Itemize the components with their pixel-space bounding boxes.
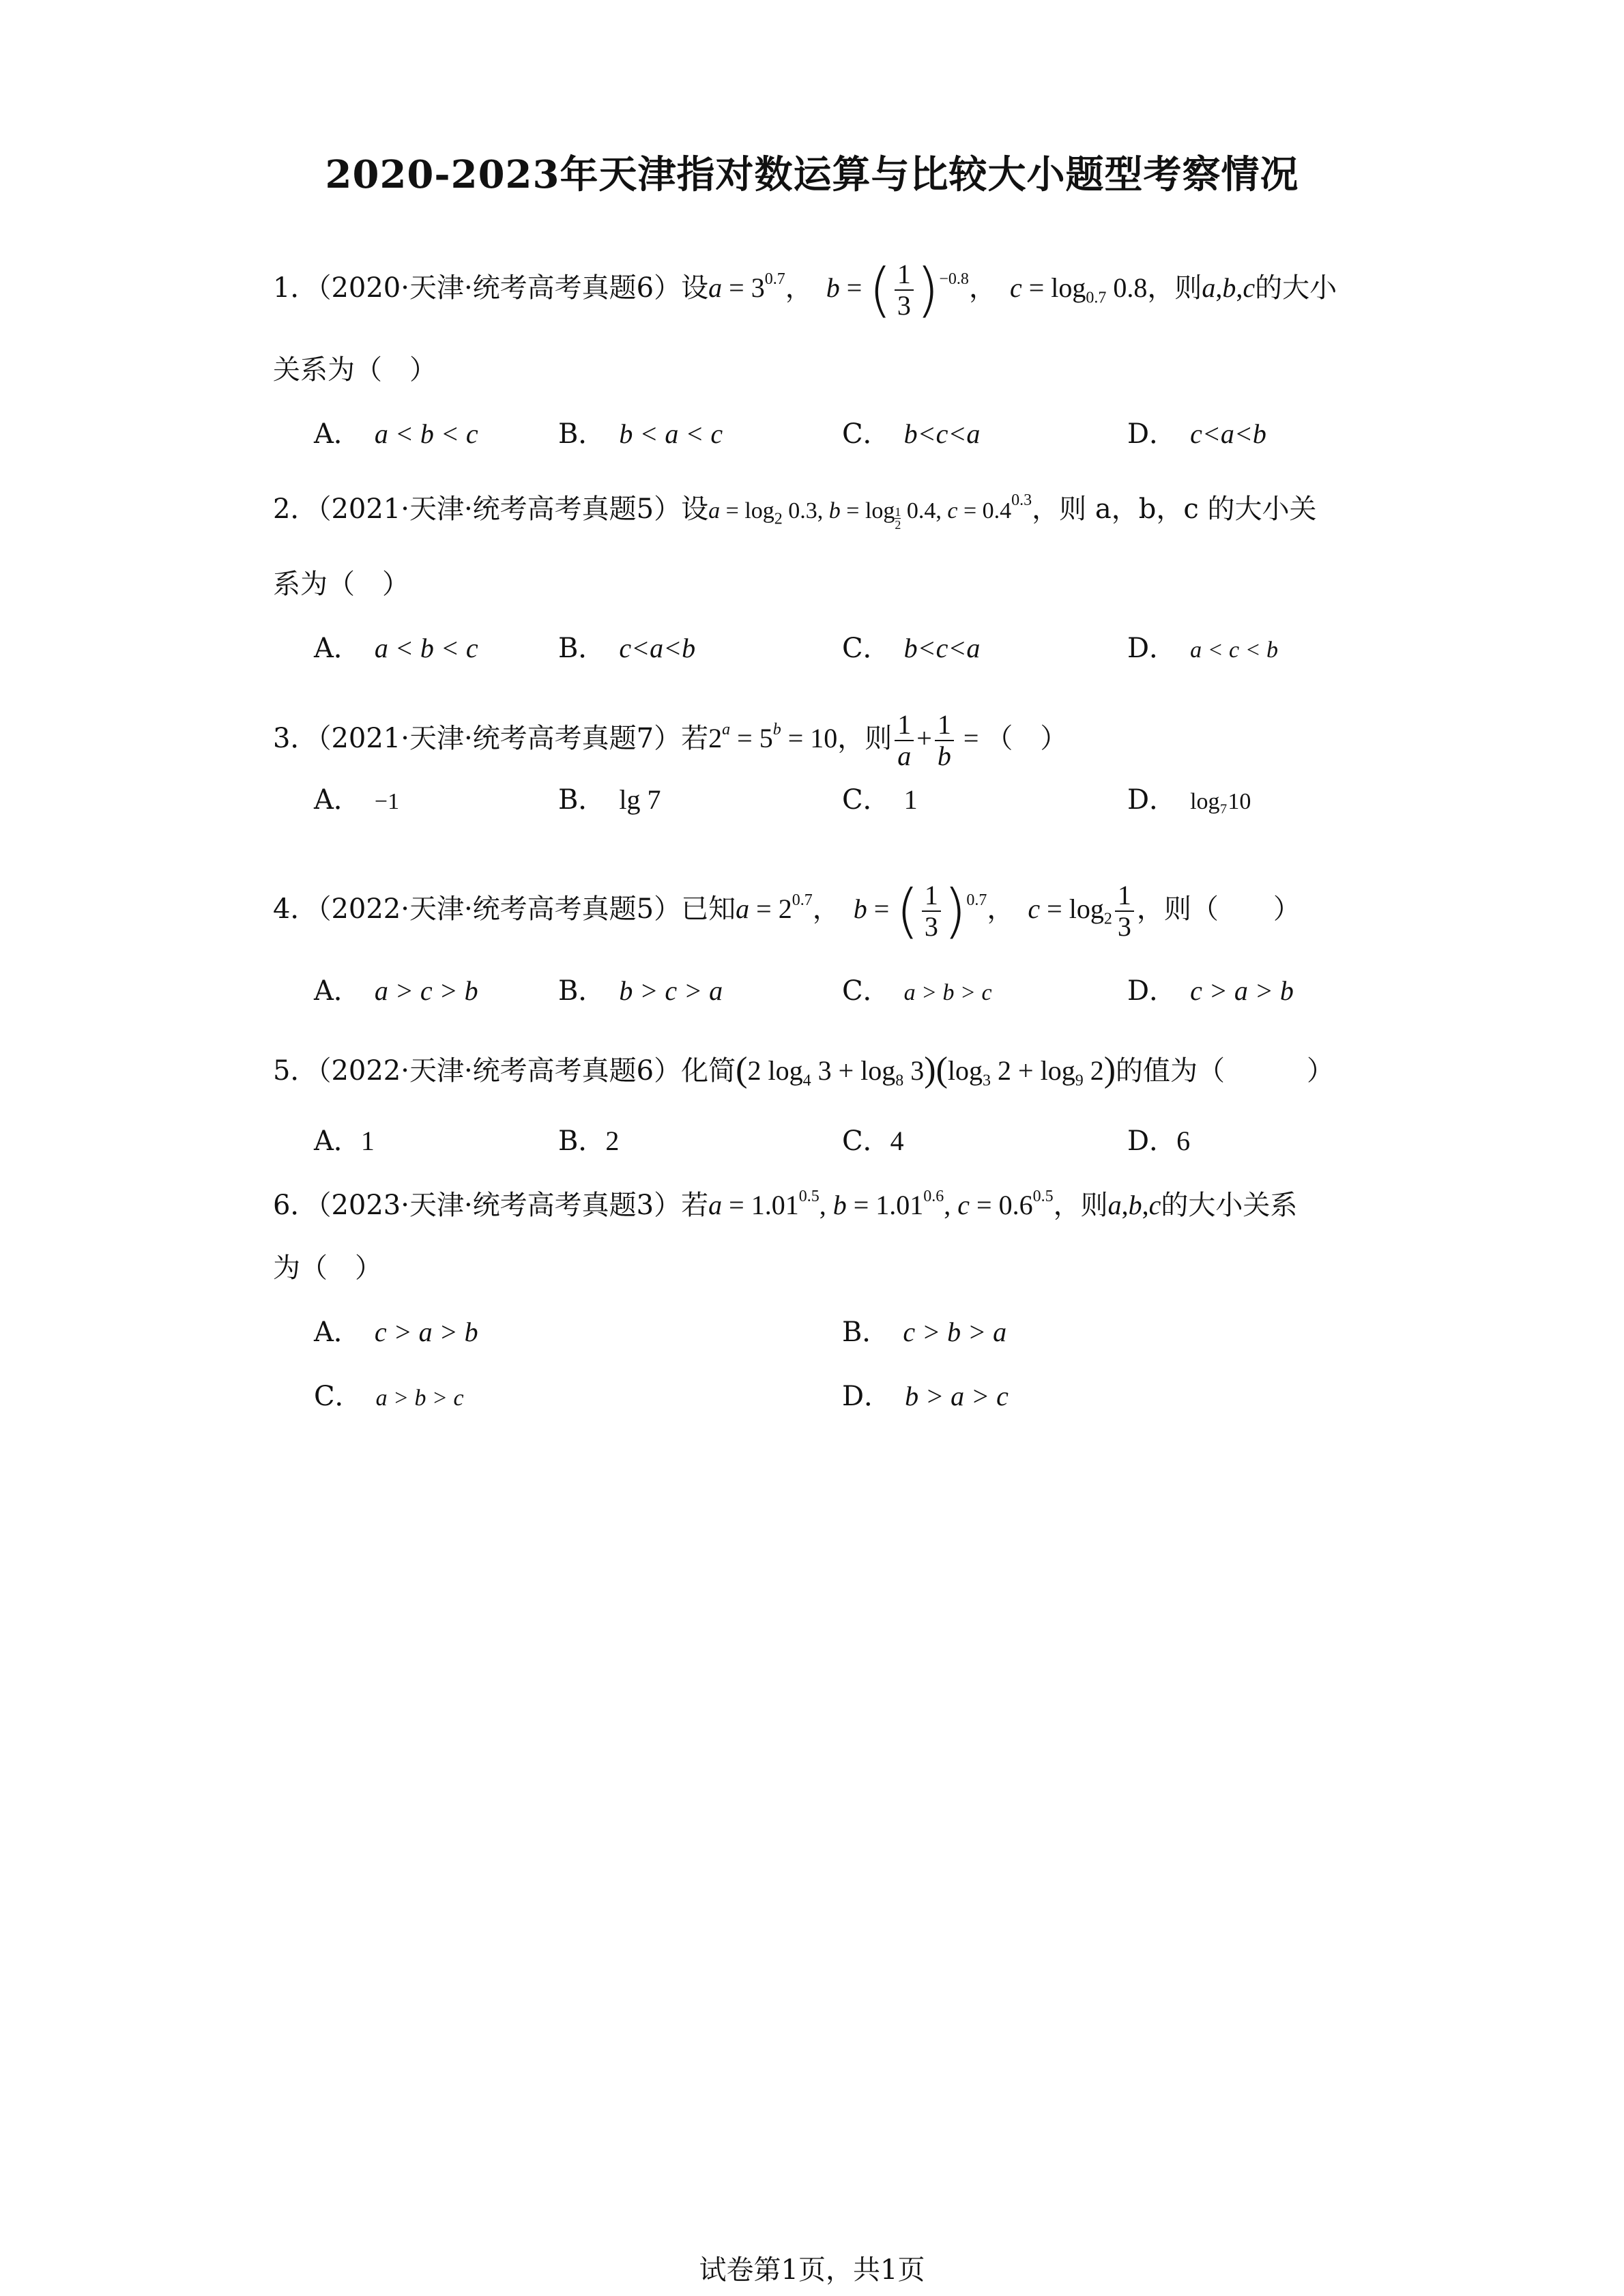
question-5: 5．（2022·天津·统考高考真题6）化简(2 $\log_4 3 + \log_8 3)(\log_3$ $2 + \log_9 2$)的值为（ ） bbox=[273, 1050, 1335, 1090]
question-2-option-b[interactable]: B． c<a<b bbox=[558, 633, 696, 664]
question-tail: ，则 bbox=[1147, 272, 1202, 304]
question-6: 6．（2023·天津·统考高考真题3）若$a = 1.01^{0.5}$, $b = 1.01^{0.6}$, $c = 0.6^{0.5}$，则a,b,c的大小关系 bbox=[273, 1187, 1298, 1221]
question-3-option-b[interactable]: B． lg 7 bbox=[558, 784, 661, 816]
question-5-option-c[interactable]: C．4 bbox=[842, 1125, 904, 1157]
question-1: 1．（2020·天津·统考高考真题6）设$a = 3^{0.7}$， b = ( $\frac{1}{3}$ )$^{-0.8}$， $c = \log_{0.7} 0.8$，则a,b,c的大小 bbox=[273, 256, 1337, 324]
question-1-option-c[interactable]: C． b<c<a bbox=[842, 418, 981, 450]
page-title: 2020-2023年天津指对数运算与比较大小题型考察情况 bbox=[325, 152, 1299, 197]
question-2-option-a[interactable]: A． a < b < c bbox=[314, 633, 478, 664]
formula-a: a bbox=[708, 272, 723, 303]
question-3: 3．（2021·天津·统考高考真题7）若$2^a = 5^b = 10$，则 $\frac{1}{a}$ + $\frac{1}{b}$ = （ ） bbox=[273, 709, 1068, 771]
question-6-option-c[interactable]: C． a > b > c bbox=[314, 1381, 464, 1412]
page-footer: 试卷第1页，共1页 bbox=[699, 2254, 925, 2286]
question-5-option-a[interactable]: A．1 bbox=[314, 1125, 375, 1157]
question-3-option-c[interactable]: C． 1 bbox=[842, 784, 918, 816]
question-1-option-d[interactable]: D． c<a<b bbox=[1127, 418, 1266, 450]
question-6-option-a[interactable]: A． c > a > b bbox=[314, 1317, 478, 1348]
question-6-option-b[interactable]: B． c > b > a bbox=[842, 1317, 1007, 1348]
question-5-option-d[interactable]: D．6 bbox=[1127, 1125, 1191, 1157]
question-2: 2．（2021·天津·统考高考真题5）设$a = \log_2 0.3$, b = log $\frac{1}{2}$ 0.4, $c = 0.4^{0.3}$，则 a，b，c 的大小关 bbox=[273, 491, 1317, 532]
question-4-option-a[interactable]: A． a > c > b bbox=[314, 975, 478, 1007]
question-3-option-a[interactable]: A． −1 bbox=[314, 784, 400, 816]
question-number: 1． bbox=[273, 272, 318, 304]
question-4: 4．（2022·天津·统考高考真题5）已知$a = 2^{0.7}$， b = ( $\frac{1}{3}$ )$^{0.7}$， $c = \log_2$ $\frac{1}{3}$ ，则（ ） bbox=[273, 877, 1301, 945]
question-6-continuation: 为（ ） bbox=[273, 1252, 382, 1284]
question-3-option-d[interactable]: D． log₇10 bbox=[1127, 784, 1251, 816]
question-6-option-d[interactable]: D． b > a > c bbox=[842, 1381, 1009, 1412]
question-5-option-b[interactable]: B．2 bbox=[558, 1125, 620, 1157]
question-1-option-a[interactable]: A． a < b < c bbox=[314, 418, 478, 450]
question-1-continuation: 关系为（ ） bbox=[273, 354, 437, 386]
question-tail: ，则 a，b，c 的大小关 bbox=[1032, 493, 1317, 525]
question-1-option-b[interactable]: B． b < a < c bbox=[558, 418, 723, 450]
question-4-option-c[interactable]: C． a > b > c bbox=[842, 975, 992, 1007]
question-4-option-d[interactable]: D． c > a > b bbox=[1127, 975, 1294, 1007]
question-source: （2020·天津·统考高考真题6） bbox=[317, 272, 682, 304]
question-2-option-c[interactable]: C． b<c<a bbox=[842, 633, 981, 664]
question-2-option-d[interactable]: D． a < c < b bbox=[1127, 633, 1279, 664]
question-2-continuation: 系为（ ） bbox=[273, 569, 409, 600]
question-4-option-b[interactable]: B． b > c > a bbox=[558, 975, 723, 1007]
question-lead: 设 bbox=[681, 272, 709, 304]
